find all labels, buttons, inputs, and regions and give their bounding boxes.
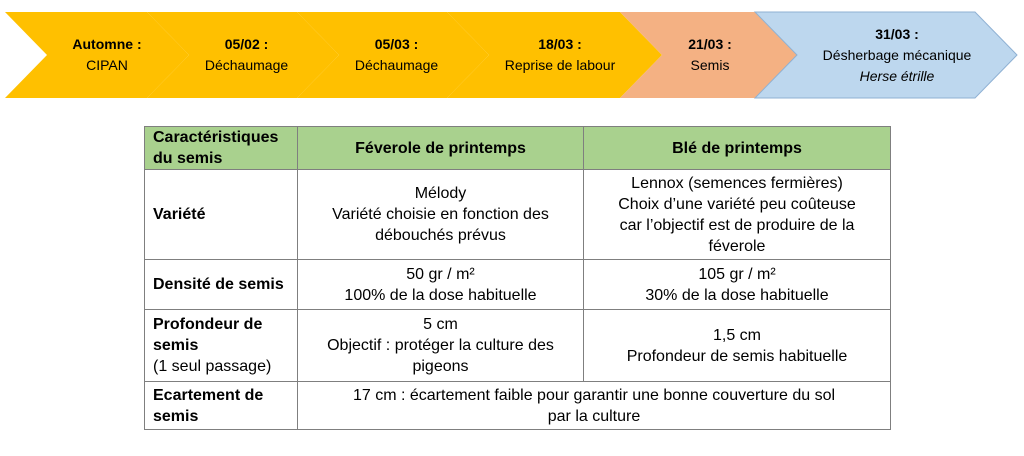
- table-row-ecartement: [145, 382, 891, 430]
- table-row-variete: [145, 170, 891, 260]
- cell-line: Variété choisie en fonction des: [332, 206, 549, 223]
- row-label-ecartement: [145, 382, 298, 430]
- row-label-densite: Densité de semis: [145, 260, 298, 310]
- timeline-step-5: [662, 12, 758, 98]
- row-label-variete: Variété: [145, 170, 298, 260]
- cell-line: 100% de la dose habituelle: [344, 286, 537, 304]
- cell-line: Lennox (semences fermières): [631, 174, 843, 192]
- cell-line: Choix d’une variété peu coûteuse: [618, 195, 856, 213]
- cell-line: 30% de la dose habituelle: [645, 286, 829, 304]
- cell-profondeur-feverole: [298, 310, 584, 382]
- step-date: 18/03 :: [538, 36, 582, 52]
- cell-line: 17 cm : écartement faible pour garantir une bonne couverture du sol: [352, 386, 836, 404]
- step-date: 21/03 :: [688, 36, 732, 52]
- cell-line: Profondeur de semis habituelle: [626, 347, 848, 365]
- cell-line: féverole: [708, 237, 766, 255]
- table-row-densite: [145, 260, 891, 310]
- timeline-step-3: [339, 12, 454, 98]
- cell-line: 1,5 cm: [712, 326, 761, 344]
- cell-variete-ble: [584, 170, 891, 260]
- header-ble: Blé de printemps: [584, 127, 891, 170]
- cell-line: Mélody: [414, 185, 467, 202]
- cell-line: 105 gr / m²: [698, 265, 776, 283]
- seeding-characteristics-table: [144, 126, 891, 430]
- cell-line: débouchés prévus: [375, 227, 506, 244]
- cell-line: par la culture: [547, 407, 641, 425]
- timeline-step-4: [489, 12, 631, 98]
- step-label: Reprise de labour: [504, 57, 616, 73]
- cell-line: pigeons: [412, 358, 469, 375]
- step-date: Automne :: [72, 36, 142, 52]
- cell-densite-ble: [584, 260, 891, 310]
- label-line: (1 seul passage): [153, 358, 272, 375]
- header-line: du semis: [153, 150, 223, 167]
- label-line: semis: [153, 337, 199, 354]
- cell-densite-feverole: [298, 260, 584, 310]
- step-label: Déchaumage: [354, 57, 439, 73]
- cell-line: car l’objectif est de produire de la: [619, 216, 855, 234]
- step-label: Semis: [690, 57, 730, 73]
- cell-variete-feverole: [298, 170, 584, 260]
- header-line: Caractéristiques: [153, 129, 279, 146]
- step-date: 31/03 :: [875, 25, 919, 42]
- timeline-step-1: [47, 12, 167, 98]
- step-date: 05/02 :: [224, 36, 269, 52]
- step-date: 05/03 :: [374, 36, 419, 52]
- cell-line: 5 cm: [423, 316, 458, 333]
- cell-line: Objectif : protéger la culture des: [327, 337, 554, 354]
- header-feverole: Féverole de printemps: [298, 127, 584, 170]
- header-characteristics: [145, 127, 298, 170]
- cell-profondeur-ble: [584, 310, 891, 382]
- timeline: [0, 0, 1024, 110]
- label-line: semis: [153, 407, 199, 425]
- step-label: Déchaumage: [204, 57, 289, 73]
- label-line: Ecartement de: [153, 386, 264, 404]
- label-line: Profondeur de: [153, 316, 263, 333]
- step-label: Désherbage mécanique: [822, 46, 972, 63]
- row-label-profondeur: [145, 310, 298, 382]
- table-header-row: [145, 127, 891, 170]
- table-row-profondeur: [145, 310, 891, 382]
- step-sublabel: Herse étrille: [859, 67, 935, 84]
- cell-line: 50 gr / m²: [406, 265, 475, 283]
- timeline-step-6: [797, 12, 997, 98]
- cell-ecartement-merged: [298, 382, 891, 430]
- timeline-step-2: [189, 12, 304, 98]
- step-label: CIPAN: [86, 57, 128, 73]
